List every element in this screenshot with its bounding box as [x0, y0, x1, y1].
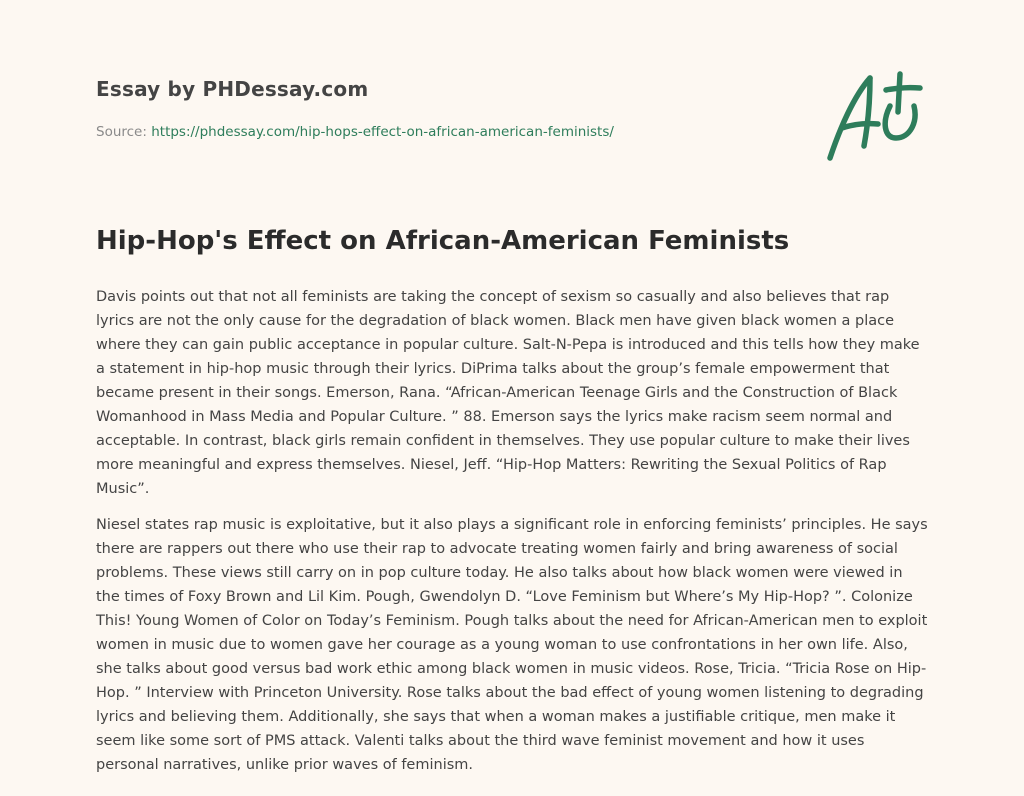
essay-paragraph: Davis points out that not all feminists are taking the concept of sexism so casually and also believes that rap lyrics are not the only cause for the degradation of black women. Black men have given black women a place where they can gain public acceptance in popular culture. Salt-N-Pepa is introduced and this tells how they make a statement in hip-hop music through their lyrics. DiPrima talks about the group’s female empowerment that became present in their songs. Emerson, Rana. “African-American Teenage Girls and the Construction of Black Womanhood in Mass Media and Popular Culture. ” 88. Emerson says the lyrics make racism seem normal and acceptable. In contrast, black girls remain confident in themselves. They use popular culture to make their lives more meaningful and express themselves. Niesel, Jeff. “Hip-Hop Matters: Rewriting the Sexual Politics of Rap Music”. [96, 289, 920, 497]
a-plus-grade-logo-icon [820, 66, 930, 166]
source-line [96, 124, 614, 140]
essay-paragraph: Niesel states rap music is exploitative, but it also plays a significant role in enforcing feminists’ principles. He says there are rappers out there who use their rap to advocate treating women fairly and bring awareness of social problems. These views still carry on in pop culture today. He also talks about how black women were viewed in the times of Foxy Brown and Lil Kim. Pough, Gwendolyn D. “Love Feminism but Where’s My Hip-Hop? ”. Colonize This! Young Women of Color on Today’s Feminism. Pough talks about the need for African-American men to exploit women in music due to women gave her courage as a young woman to use confrontations in her own life. Also, she talks about good versus bad work ethic among black women in music videos. Rose, Tricia. “Tricia Rose on Hip-Hop. ” Interview with Princeton University. Rose talks about the bad effect of young women listening to degrading lyrics and believing them. Additionally, she says that when a woman makes a justifiable critique, men make it seem like some sort of PMS attack. Valenti talks about the third wave feminist movement and how it uses personal narratives, unlike prior waves of feminism. [96, 517, 928, 773]
essay-body [96, 285, 930, 789]
source-label: Source: [96, 124, 147, 140]
source-link[interactable]: https://phdessay.com/hip-hops-effect-on-african-american-feminists/ [151, 124, 614, 140]
essay-title: Hip-Hop's Effect on African-American Feminists [96, 226, 790, 256]
site-title: Essay by PHDessay.com [96, 77, 369, 101]
